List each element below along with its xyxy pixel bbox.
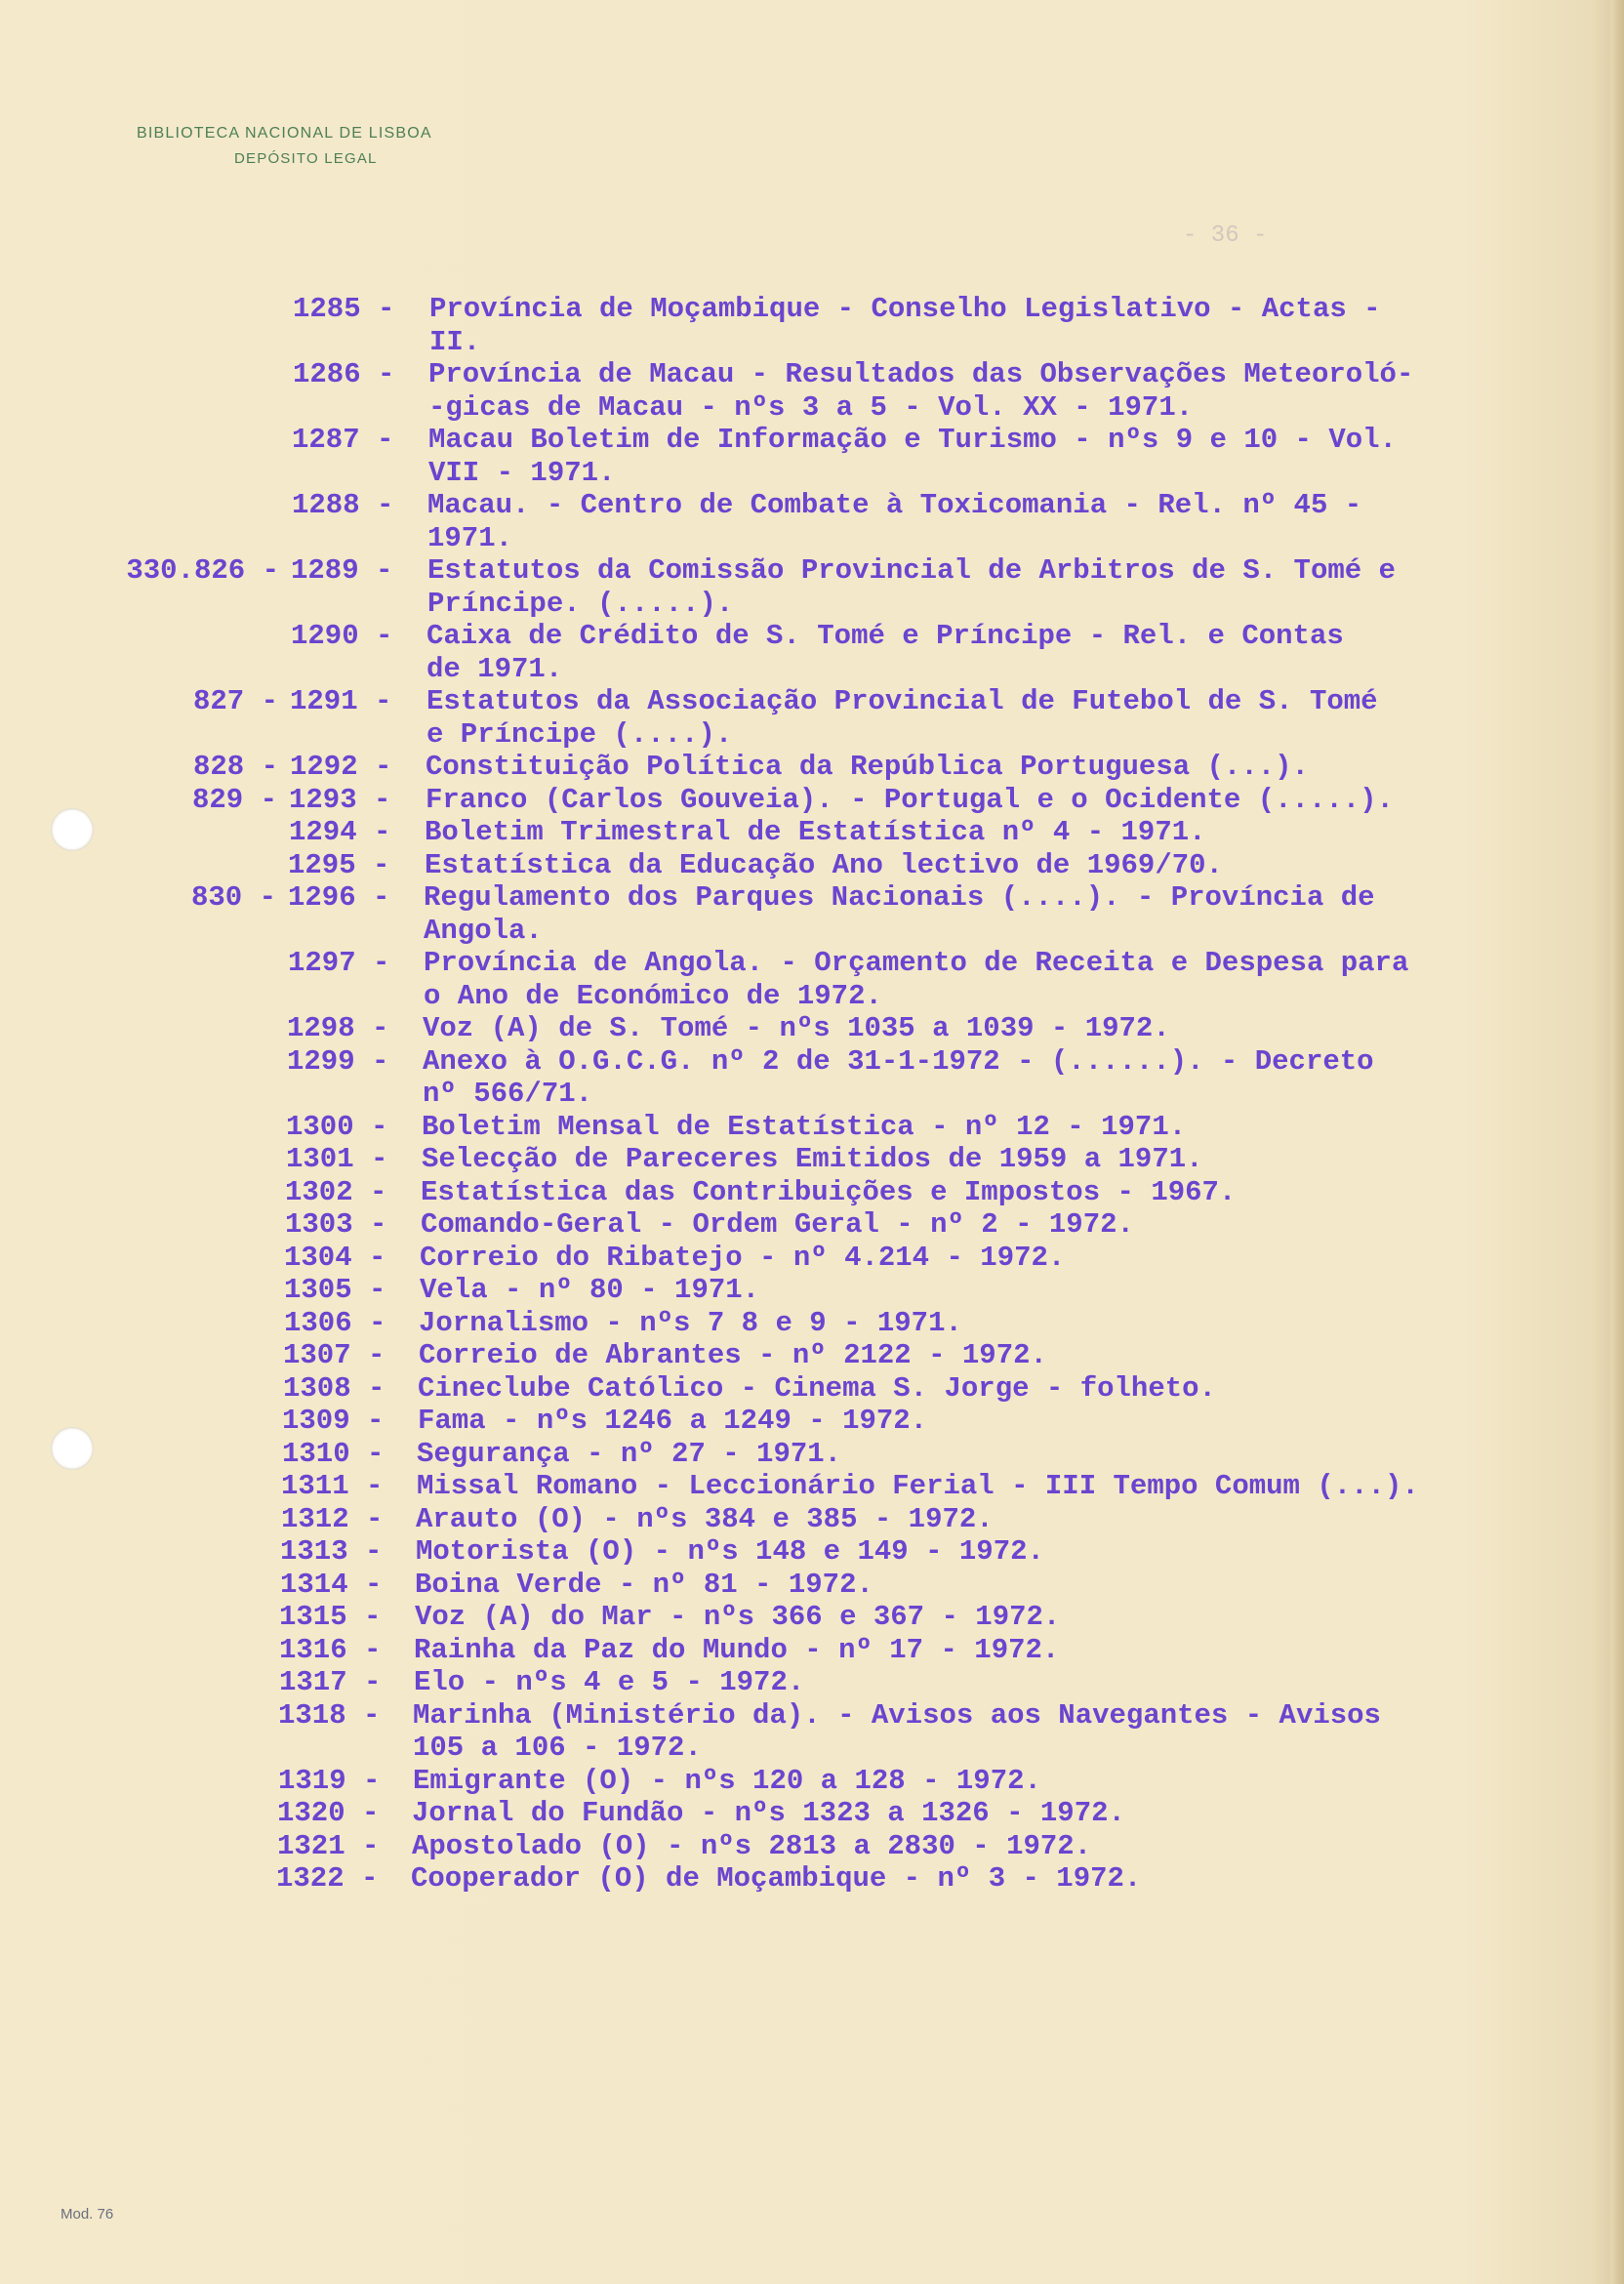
- page-number: - 36 -: [1183, 223, 1268, 249]
- catalogue-entry: [0, 293, 1581, 358]
- entry-text-line: Franco (Carlos Gouveia). - Portugal e o Ocidente (.....).: [426, 783, 1394, 816]
- entry-text-line: Correio do Ribatejo - nº 4.214 - 1972.: [420, 1241, 1066, 1274]
- entry-text-line: Jornalismo - nºs 7 8 e 9 - 1971.: [419, 1306, 962, 1339]
- entry-text-line: e Príncipe (....).: [426, 717, 733, 751]
- entry-text-line: Apostolado (O) - nºs 2813 a 2830 - 1972.: [412, 1829, 1092, 1862]
- entry-number: 1295 -: [288, 848, 390, 881]
- entry-text-line: Príncipe. (.....).: [427, 587, 734, 620]
- entry-text-line: Estatutos da Comissão Provincial de Arbitros de S. Tomé e: [427, 554, 1396, 587]
- entry-number: 1306 -: [284, 1306, 386, 1339]
- catalogue-entry: [0, 1143, 1581, 1176]
- catalogue-entry: [0, 1634, 1581, 1667]
- entry-text-line: Jornal do Fundão - nºs 1323 a 1326 - 1972.: [412, 1797, 1125, 1829]
- entry-text-line: Segurança - nº 27 - 1971.: [417, 1437, 842, 1470]
- entry-text-line: Caixa de Crédito de S. Tomé e Príncipe - Rel. e Contas: [426, 620, 1344, 652]
- entry-number: 1310 -: [282, 1437, 385, 1470]
- entry-number: 1288 -: [292, 489, 394, 521]
- entry-text-line: o Ano de Económico de 1972.: [424, 979, 882, 1012]
- entry-number: 1300 -: [286, 1110, 388, 1143]
- entry-number: 1296 -: [288, 881, 390, 914]
- entry-text-line: Rainha da Paz do Mundo - nº 17 - 1972.: [414, 1633, 1060, 1666]
- entry-reference: 330.826 -: [126, 554, 279, 587]
- entry-text-line: Motorista (O) - nºs 148 e 149 - 1972.: [416, 1535, 1044, 1568]
- entry-number: 1293 -: [289, 783, 391, 816]
- entry-number: 1294 -: [289, 816, 391, 848]
- entry-number: 1311 -: [281, 1470, 384, 1502]
- entry-number: 1298 -: [287, 1012, 389, 1044]
- entry-number: 1317 -: [279, 1666, 382, 1698]
- entry-number: 1301 -: [286, 1143, 388, 1175]
- entry-number: 1312 -: [281, 1502, 384, 1535]
- catalogue-entry: [0, 1012, 1581, 1045]
- entry-number: 1322 -: [276, 1862, 379, 1895]
- entry-text-line: Cooperador (O) de Moçambique - nº 3 - 1972.: [411, 1862, 1142, 1895]
- entry-text-line: Boletim Trimestral de Estatística nº 4 - 1971.: [425, 816, 1206, 848]
- entry-text-line: Vela - nº 80 - 1971.: [420, 1274, 760, 1306]
- entry-text-line: II.: [429, 325, 481, 358]
- entry-text-line: Província de Moçambique - Conselho Legislativo - Actas -: [429, 293, 1381, 325]
- entry-number: 1305 -: [284, 1274, 386, 1306]
- catalogue-entry: [0, 424, 1581, 489]
- entry-text-line: 105 a 106 - 1972.: [413, 1732, 702, 1764]
- catalogue-entry: [0, 1797, 1581, 1830]
- entry-text-line: Comando-Geral - Ordem Geral - nº 2 - 1972.: [421, 1208, 1134, 1241]
- catalogue-entry: [0, 1208, 1581, 1242]
- catalogue-entry: [0, 554, 1581, 620]
- entry-text-line: Boletim Mensal de Estatística - nº 12 - 1971.: [422, 1110, 1187, 1143]
- entry-reference: 827 -: [192, 685, 278, 717]
- catalogue-entry: [0, 816, 1581, 849]
- catalogue-entry: [0, 685, 1581, 751]
- catalogue-entry: [0, 358, 1581, 424]
- entry-text-line: Macau. - Centro de Combate à Toxicomania - Rel. nº 45 -: [427, 489, 1362, 521]
- page-edge: [1610, 0, 1624, 2284]
- entry-reference: 830 -: [190, 881, 276, 914]
- entry-text-line: Voz (A) de S. Tomé - nºs 1035 a 1039 - 1972.: [423, 1012, 1170, 1044]
- library-stamp: [137, 125, 432, 167]
- catalogue-entry: [0, 1274, 1581, 1307]
- entry-text-line: Estatística das Contribuições e Impostos - 1967.: [421, 1175, 1237, 1208]
- entry-text-line: Estatutos da Associação Provincial de Futebol de S. Tomé: [426, 685, 1378, 717]
- catalogue-entry: [0, 1438, 1581, 1471]
- entry-number: 1321 -: [277, 1829, 380, 1862]
- catalogue-entry: [0, 1045, 1581, 1111]
- catalogue-entry: [0, 1535, 1581, 1569]
- catalogue-entry: [0, 784, 1581, 817]
- catalogue-entry: [0, 1111, 1581, 1144]
- entry-number: 1308 -: [283, 1371, 386, 1405]
- entry-number: 1313 -: [280, 1535, 383, 1568]
- entry-text-line: Província de Macau - Resultados das Observações Meteoroló-: [428, 358, 1414, 390]
- entry-number: 1285 -: [293, 293, 395, 325]
- catalogue-entry: [0, 1569, 1581, 1602]
- catalogue-entry: [0, 1503, 1581, 1536]
- catalogue-entry: [0, 1339, 1581, 1372]
- catalogue-entry: [0, 1601, 1581, 1634]
- entry-text-line: Emigrante (O) - nºs 120 a 128 - 1972.: [413, 1764, 1041, 1797]
- catalogue-entry: [0, 1176, 1581, 1209]
- catalogue-entry: [0, 1666, 1581, 1699]
- entry-text-line: VII - 1971.: [428, 456, 616, 489]
- entry-number: 1297 -: [288, 947, 390, 979]
- entry-text-line: Fama - nºs 1246 a 1249 - 1972.: [418, 1405, 928, 1437]
- entry-text-line: Boina Verde - nº 81 - 1972.: [415, 1568, 873, 1601]
- entry-text-line: -gicas de Macau - nºs 3 a 5 - Vol. XX - 1971.: [428, 390, 1194, 424]
- entry-text-line: Selecção de Pareceres Emitidos de 1959 a 1971.: [422, 1143, 1203, 1175]
- entry-number: 1315 -: [279, 1601, 382, 1633]
- entry-number: 1307 -: [283, 1339, 386, 1371]
- entry-text-line: Regulamento dos Parques Nacionais (....). - Província de: [424, 881, 1375, 914]
- entry-number: 1320 -: [277, 1797, 380, 1829]
- catalogue-entry: [0, 751, 1581, 784]
- entry-text-line: Constituição Política da República Portuguesa (...).: [426, 751, 1309, 783]
- entry-number: 1304 -: [284, 1241, 386, 1274]
- entry-number: 1292 -: [290, 751, 392, 783]
- entry-text-line: Angola.: [424, 914, 543, 947]
- library-name: BIBLIOTECA NACIONAL DE LISBOA: [137, 125, 432, 142]
- entry-number: 1290 -: [291, 620, 393, 652]
- catalogue-entry: [0, 489, 1581, 554]
- entry-text-line: Elo - nºs 4 e 5 - 1972.: [414, 1666, 805, 1698]
- entry-number: 1299 -: [287, 1044, 389, 1078]
- entry-number: 1318 -: [278, 1698, 381, 1732]
- catalogue-entry: [0, 1862, 1581, 1896]
- entry-text-line: Missal Romano - Leccionário Ferial - III Tempo Comum (...).: [417, 1470, 1419, 1502]
- catalogue-entry: [0, 947, 1581, 1012]
- catalogue-entry: [0, 1470, 1581, 1503]
- catalogue-entry: [0, 1307, 1581, 1340]
- entry-reference: 829 -: [191, 783, 277, 816]
- entry-text-line: nº 566/71.: [423, 1078, 593, 1110]
- entry-number: 1314 -: [280, 1568, 383, 1601]
- entry-number: 1302 -: [285, 1175, 387, 1208]
- entry-text-line: Correio de Abrantes - nº 2122 - 1972.: [419, 1339, 1047, 1371]
- deposit-label: DEPÓSITO LEGAL: [234, 150, 378, 167]
- entry-list: [0, 293, 1581, 1896]
- form-code: Mod. 76: [61, 2206, 114, 2223]
- catalogue-entry: [0, 849, 1581, 882]
- entry-number: 1286 -: [293, 358, 395, 390]
- entry-number: 1316 -: [279, 1633, 382, 1666]
- entry-reference: 828 -: [192, 751, 278, 783]
- entry-text-line: Marinha (Ministério da). - Avisos aos Navegantes - Avisos: [413, 1698, 1381, 1732]
- catalogue-entry: [0, 881, 1581, 947]
- catalogue-entry: [0, 1372, 1581, 1406]
- entry-number: 1287 -: [292, 424, 394, 456]
- entry-number: 1303 -: [285, 1208, 387, 1241]
- entry-text-line: Cineclube Católico - Cinema S. Jorge - folheto.: [418, 1371, 1216, 1405]
- entry-number: 1291 -: [290, 685, 392, 717]
- entry-number: 1319 -: [278, 1764, 381, 1797]
- entry-text-line: Macau Boletim de Informação e Turismo - nºs 9 e 10 - Vol.: [428, 424, 1397, 456]
- catalogue-entry: [0, 1765, 1581, 1798]
- catalogue-entry: [0, 1405, 1581, 1438]
- entry-number: 1289 -: [291, 554, 393, 587]
- entry-text-line: Arauto (O) - nºs 384 e 385 - 1972.: [416, 1502, 994, 1535]
- catalogue-entry: [0, 1242, 1581, 1275]
- catalogue-entry: [0, 1830, 1581, 1863]
- entry-text-line: 1971.: [427, 521, 513, 554]
- entry-text-line: Estatística da Educação Ano lectivo de 1969/70.: [425, 848, 1223, 881]
- catalogue-entry: [0, 620, 1581, 685]
- entry-text-line: Província de Angola. - Orçamento de Receita e Despesa para: [424, 947, 1409, 979]
- entry-number: 1309 -: [282, 1405, 385, 1437]
- entry-text-line: Anexo à O.G.C.G. nº 2 de 31-1-1972 - (......). - Decreto: [423, 1044, 1374, 1078]
- catalogue-entry: [0, 1699, 1581, 1765]
- entry-text-line: Voz (A) do Mar - nºs 366 e 367 - 1972.: [415, 1601, 1061, 1633]
- entry-text-line: de 1971.: [426, 652, 563, 685]
